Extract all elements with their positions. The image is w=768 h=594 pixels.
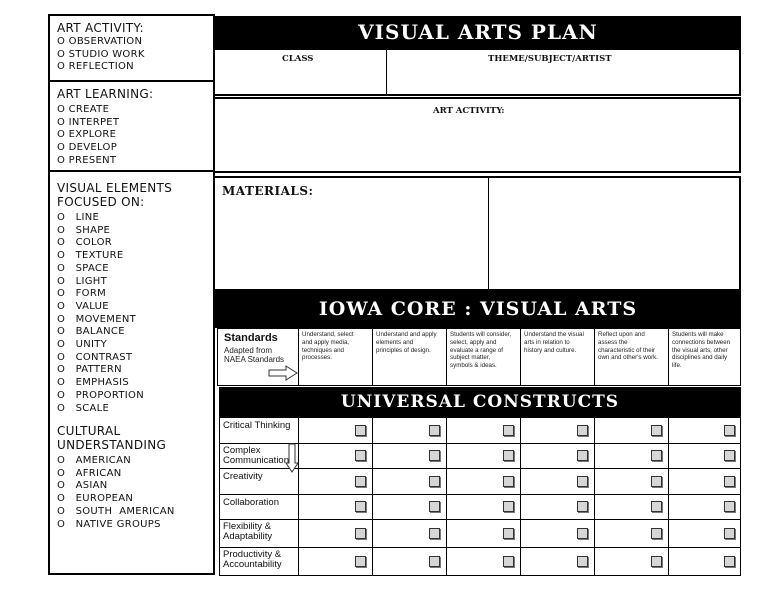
construct-checkbox[interactable] xyxy=(355,476,366,487)
materials-label: MATERIALS: xyxy=(222,184,314,198)
construct-name-line: Flexibility & xyxy=(223,521,272,532)
standard-cell-1 xyxy=(376,331,437,354)
construct-name-1 xyxy=(223,446,289,466)
construct-checkbox[interactable] xyxy=(651,528,662,539)
cultural-option-5[interactable]: O NATIVE GROUPS xyxy=(57,518,161,530)
visual-element-option-5[interactable]: O LIGHT xyxy=(57,275,108,287)
construct-checkbox[interactable] xyxy=(503,556,514,567)
standard-cell-0 xyxy=(302,331,354,362)
construct-checkbox[interactable] xyxy=(429,425,440,436)
standard-line: characteristic of their xyxy=(598,346,656,354)
construct-checkbox[interactable] xyxy=(503,425,514,436)
art-learning-option-4[interactable]: O PRESENT xyxy=(57,154,117,166)
standards-sub-2: NAEA Standards xyxy=(224,355,285,364)
construct-name-4 xyxy=(223,522,272,542)
art-activity-option-2[interactable]: O REFLECTION xyxy=(57,61,134,73)
construct-name-2 xyxy=(223,472,263,482)
standard-line: connections between xyxy=(672,338,731,346)
standard-line: techniques and xyxy=(302,346,344,354)
standard-line: select, apply and xyxy=(450,338,497,346)
standard-line: processes. xyxy=(302,354,332,362)
construct-checkbox[interactable] xyxy=(355,556,366,567)
standard-line: history and culture. xyxy=(524,346,577,354)
standard-cell-5 xyxy=(672,331,730,370)
constructs-col-divider xyxy=(372,417,373,576)
class-label: CLASS xyxy=(282,54,314,64)
standard-line: Understand, select xyxy=(302,331,354,338)
visual-element-option-15[interactable]: O SCALE xyxy=(57,402,110,414)
construct-checkbox[interactable] xyxy=(355,450,366,461)
construct-name-line: Communication xyxy=(223,455,289,466)
construct-checkbox[interactable] xyxy=(651,450,662,461)
art-learning-option-1[interactable]: O INTERPET xyxy=(57,116,120,128)
visual-element-option-11[interactable]: O CONTRAST xyxy=(57,351,133,363)
cultural-option-4[interactable]: O SOUTH AMERICAN xyxy=(57,505,175,517)
cultural-option-3[interactable]: O EUROPEAN xyxy=(57,493,134,505)
elements-box xyxy=(48,170,215,575)
construct-checkbox[interactable] xyxy=(724,476,735,487)
construct-checkbox[interactable] xyxy=(724,450,735,461)
cultural-option-0[interactable]: O AMERICAN xyxy=(57,455,131,466)
art-activity-title: ART ACTIVITY: xyxy=(57,21,144,35)
construct-checkbox[interactable] xyxy=(577,450,588,461)
visual-elements-title-1: VISUAL ELEMENTS xyxy=(57,181,173,195)
construct-name-line: Accountability xyxy=(223,559,282,570)
visual-element-option-12[interactable]: O PATTERN xyxy=(57,364,122,376)
arrow-down-icon xyxy=(285,443,299,473)
standard-line: Reflect upon and xyxy=(598,331,645,338)
construct-checkbox[interactable] xyxy=(651,501,662,512)
visual-element-option-1[interactable]: O SHAPE xyxy=(57,224,111,236)
cultural-option-1[interactable]: O AFRICAN xyxy=(57,467,122,479)
visual-element-option-10[interactable]: O UNITY xyxy=(57,339,108,351)
visual-element-option-2[interactable]: O COLOR xyxy=(57,237,112,249)
standard-cell-2 xyxy=(450,331,511,370)
construct-checkbox[interactable] xyxy=(355,528,366,539)
art-activity-list xyxy=(57,36,145,74)
construct-checkbox[interactable] xyxy=(503,476,514,487)
standards-col-divider xyxy=(594,328,595,386)
construct-checkbox[interactable] xyxy=(355,425,366,436)
visual-elements-list xyxy=(57,212,144,415)
visual-element-option-14[interactable]: O PROPORTION xyxy=(57,389,144,401)
visual-element-option-8[interactable]: O MOVEMENT xyxy=(57,313,137,325)
construct-checkbox[interactable] xyxy=(651,556,662,567)
visual-element-option-9[interactable]: O BALANCE xyxy=(57,326,125,338)
standards-sub-1: Adapted from xyxy=(224,346,273,355)
constructs-col-divider xyxy=(594,417,595,576)
construct-name-line: Collaboration xyxy=(223,497,279,508)
construct-name-3 xyxy=(223,498,279,508)
visual-element-option-6[interactable]: O FORM xyxy=(57,288,107,300)
construct-name-line: Creativity xyxy=(223,471,263,482)
materials-divider xyxy=(488,176,489,291)
standards-col-divider xyxy=(668,328,669,386)
construct-checkbox[interactable] xyxy=(577,556,588,567)
visual-elements-title-2: FOCUSED ON: xyxy=(57,195,145,209)
standard-line: symbols & ideas. xyxy=(450,362,497,370)
visual-element-option-4[interactable]: O SPACE xyxy=(57,262,109,274)
standard-line: Understand and apply xyxy=(376,331,437,338)
cultural-title-2: UNDERSTANDING xyxy=(57,438,167,452)
standard-cell-4 xyxy=(598,331,658,362)
visual-arts-plan-title: VISUAL ARTS PLAN xyxy=(215,16,741,48)
construct-checkbox[interactable] xyxy=(724,501,735,512)
visual-element-option-0[interactable]: O LINE xyxy=(57,212,100,223)
construct-checkbox[interactable] xyxy=(577,425,588,436)
construct-name-line: Adaptability xyxy=(223,531,273,542)
construct-checkbox[interactable] xyxy=(503,450,514,461)
constructs-col-divider xyxy=(298,417,299,576)
construct-checkbox[interactable] xyxy=(429,501,440,512)
standards-col-divider xyxy=(446,328,447,386)
construct-checkbox[interactable] xyxy=(503,501,514,512)
constructs-row-divider xyxy=(219,494,741,495)
construct-name-0 xyxy=(223,421,290,431)
constructs-col-divider xyxy=(520,417,521,576)
art-activity-box xyxy=(48,14,215,82)
construct-checkbox[interactable] xyxy=(577,528,588,539)
constructs-col-divider xyxy=(668,417,669,576)
standards-col-divider xyxy=(372,328,373,386)
constructs-row-divider xyxy=(219,519,741,520)
construct-name-line: Complex xyxy=(223,445,261,456)
standard-cell-3 xyxy=(524,331,584,354)
construct-checkbox[interactable] xyxy=(577,501,588,512)
standard-line: assess the xyxy=(598,338,628,346)
construct-checkbox[interactable] xyxy=(724,528,735,539)
standard-line: arts in relation to xyxy=(524,338,570,346)
standard-line: principles of design. xyxy=(376,346,431,354)
construct-checkbox[interactable] xyxy=(724,556,735,567)
standard-line: own and other's work. xyxy=(598,354,658,362)
standard-line: elements and xyxy=(376,338,414,346)
standard-line: the visual arts, other xyxy=(672,346,728,354)
iowa-core-title: IOWA CORE : VISUAL ARTS xyxy=(215,291,741,328)
art-activity-option-1[interactable]: O STUDIO WORK xyxy=(57,48,145,60)
constructs-col-divider xyxy=(446,417,447,576)
construct-checkbox[interactable] xyxy=(724,425,735,436)
construct-checkbox[interactable] xyxy=(577,476,588,487)
standards-col-divider xyxy=(298,328,299,386)
arrow-right-icon xyxy=(268,365,298,381)
construct-name-line: Critical Thinking xyxy=(223,420,291,431)
standard-line: Students will make xyxy=(672,331,724,338)
construct-checkbox[interactable] xyxy=(429,556,440,567)
art-learning-option-0[interactable]: O CREATE xyxy=(57,104,110,115)
construct-checkbox[interactable] xyxy=(355,501,366,512)
constructs-row-divider xyxy=(219,547,741,548)
construct-checkbox[interactable] xyxy=(429,528,440,539)
construct-name-5 xyxy=(223,550,282,570)
theme-label: THEME/SUBJECT/ARTIST xyxy=(488,54,612,64)
visual-element-option-7[interactable]: O VALUE xyxy=(57,300,109,312)
standard-line: disciplines and daily xyxy=(672,354,728,362)
art-learning-option-3[interactable]: O DEVELOP xyxy=(57,142,118,154)
art-learning-list xyxy=(57,104,119,168)
standard-line: evaluate a range of xyxy=(450,346,503,354)
art-activity-option-0[interactable]: O OBSERVATION xyxy=(57,36,143,47)
construct-checkbox[interactable] xyxy=(503,528,514,539)
construct-checkbox[interactable] xyxy=(429,450,440,461)
standard-line: Understand the visual xyxy=(524,331,584,338)
standards-col-divider xyxy=(520,328,521,386)
standard-line: and apply media, xyxy=(302,338,350,346)
art-activity-label: ART ACTIVITY: xyxy=(433,106,505,116)
construct-name-line: Productivity & xyxy=(223,549,282,560)
standards-title: Standards xyxy=(224,332,278,344)
standard-line: Students will consider, xyxy=(450,331,512,338)
standard-line: subject matter, xyxy=(450,354,491,362)
visual-element-option-3[interactable]: O TEXTURE xyxy=(57,250,124,262)
construct-checkbox[interactable] xyxy=(651,476,662,487)
standard-line: life. xyxy=(672,362,682,370)
art-learning-title: ART LEARNING: xyxy=(57,87,154,101)
visual-element-option-13[interactable]: O EMPHASIS xyxy=(57,377,129,389)
class-divider xyxy=(386,48,387,96)
construct-checkbox[interactable] xyxy=(429,476,440,487)
art-learning-option-2[interactable]: O EXPLORE xyxy=(57,129,117,141)
cultural-title-1: CULTURAL xyxy=(57,424,121,438)
cultural-list xyxy=(57,455,175,531)
art-learning-box xyxy=(48,80,215,172)
cultural-option-2[interactable]: O ASIAN xyxy=(57,480,108,492)
construct-checkbox[interactable] xyxy=(651,425,662,436)
universal-constructs-title: UNIVERSAL CONSTRUCTS xyxy=(219,387,741,417)
